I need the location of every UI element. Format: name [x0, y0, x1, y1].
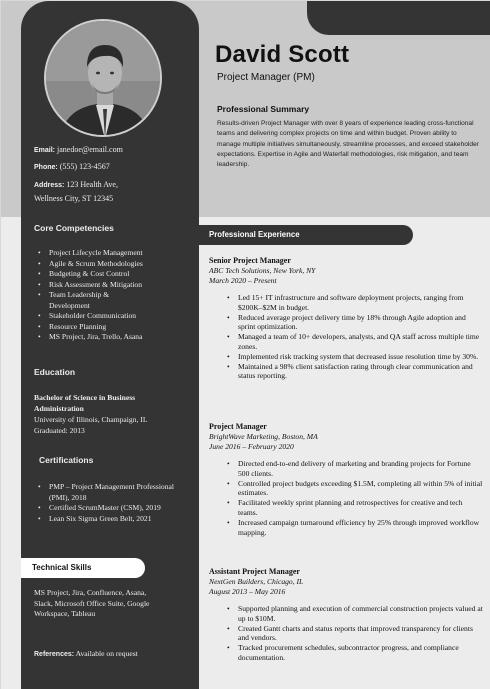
competencies-list: [38, 248, 188, 343]
job-bullet: • Maintained a 98% client satisfaction rating through clear communication and status reporting.: [209, 362, 483, 382]
job-title: Senior Project Manager: [209, 256, 291, 265]
competencies-heading: Core Competencies: [34, 223, 114, 233]
references-text: Available on request: [75, 649, 138, 658]
contact-email: [34, 143, 194, 157]
email-label: Email:: [34, 147, 56, 154]
technical-skills-text: MS Project, Jira, Confluence, Asana, Slack, Microsoft Office Suite, Google Workspace, Tableau: [34, 588, 150, 618]
job-title: Project Manager: [209, 422, 267, 431]
job-entry: [209, 255, 483, 381]
email-value: janedoe@email.com: [57, 145, 123, 154]
job-bullets: [209, 604, 483, 663]
job-dates: June 2016 – February 2020: [209, 442, 294, 451]
references-label: References:: [34, 651, 75, 658]
summary-heading: Professional Summary: [217, 104, 310, 114]
job-company: ABC Tech Solutions, New York, NY: [209, 266, 316, 275]
job-entry: [209, 566, 483, 663]
address-label: Address:: [34, 182, 65, 189]
certification-item: • PMP – Project Management Professional (PMI), 2018: [38, 482, 178, 503]
job-dates: August 2013 – May 2016: [209, 587, 286, 596]
references: [34, 649, 138, 658]
certification-item: • Lean Six Sigma Green Belt, 2021: [38, 514, 178, 525]
profile-photo: [44, 19, 162, 137]
experience-heading: Professional Experience: [209, 230, 300, 239]
job-bullet: • Controlled project budgets exceeding $1.5M, completing all within 5% of initial estimates.: [209, 479, 483, 499]
experience-pill: [199, 225, 413, 245]
job-bullet: • Reduced average project delivery time by 18% through Agile adoption and sprint optimization.: [209, 313, 483, 333]
competency-item: • Team Leadership & Development: [38, 290, 188, 311]
certifications-list: [38, 482, 178, 524]
job-bullet: • Supported planning and execution of commercial construction projects valued at up to $10M.: [209, 604, 483, 624]
competency-item: • Resource Planning: [38, 322, 188, 333]
competency-item: • Budgeting & Cost Control: [38, 269, 188, 280]
candidate-role: Project Manager (PM): [217, 72, 315, 83]
job-bullets: [209, 459, 483, 537]
address-line-2: Wellness City, ST 12345: [34, 194, 114, 203]
competency-item: • MS Project, Jira, Trello, Asana: [38, 332, 188, 343]
job-bullet: • Implemented risk tracking system that decreased issue resolution time by 30%.: [209, 352, 483, 362]
competency-item: • Project Lifecycle Management: [38, 248, 188, 259]
job-title: Assistant Project Manager: [209, 567, 300, 576]
job-bullet: • Increased campaign turnaround efficiency by 25% through improved workflow mapping.: [209, 518, 483, 538]
candidate-name: David Scott: [215, 41, 350, 68]
contact-address: [34, 178, 194, 205]
technical-skills-pill: [21, 558, 145, 578]
competency-item: • Risk Assessment & Mitigation: [38, 280, 188, 291]
job-entry: [209, 421, 483, 537]
certifications-heading: Certifications: [39, 455, 94, 465]
address-line-1: 123 Health Ave,: [66, 180, 118, 189]
education-school: University of Illinois, Champaign, IL: [34, 415, 148, 424]
contact-phone: [34, 160, 194, 174]
portrait-image: [46, 21, 162, 137]
summary-text: Results-driven Project Manager with over 8 years of experience leading cross-functional teams and delivering complex projects on time and within budget. Proven ability to manage multiple initiatives simultaneously, streamline processes, and exceed stakeholder expectations. Expertise in Agile and Waterfall methodologies, risk mitigation, and team leadership.: [217, 120, 479, 169]
phone-label: Phone:: [34, 164, 58, 171]
job-dates: March 2020 – Present: [209, 276, 277, 285]
competency-item: • Agile & Scrum Methodologies: [38, 259, 188, 270]
job-company: BrightWave Marketing, Boston, MA: [209, 432, 318, 441]
job-company: NextGen Builders, Chicago, IL: [209, 577, 304, 586]
job-bullet: • Directed end-to-end delivery of marketing and branding projects for Fortune 500 clients.: [209, 459, 483, 479]
corner-tab: [307, 1, 490, 35]
certification-item: • Certified ScrumMaster (CSM), 2019: [38, 503, 178, 514]
job-bullet: • Created Gantt charts and status reports that improved transparency for clients and vendors.: [209, 624, 483, 644]
education-degree: Bachelor of Science in Business Administration: [34, 393, 136, 413]
education-graduated: Graduated: 2013: [34, 426, 85, 435]
job-bullet: • Led 15+ IT infrastructure and software deployment projects, ranging from $200K–$2M in budget.: [209, 293, 483, 313]
competency-item: • Stakeholder Communication: [38, 311, 188, 322]
job-bullets: [209, 293, 483, 381]
job-bullet: • Tracked procurement schedules, subcontractor progress, and compliance documentation.: [209, 643, 483, 663]
phone-value: (555) 123-4567: [59, 162, 110, 171]
job-bullet: • Managed a team of 10+ developers, analysts, and QA staff across multiple time zones.: [209, 332, 483, 352]
technical-skills-heading: Technical Skills: [32, 563, 92, 572]
education-heading: Education: [34, 367, 76, 377]
job-bullet: • Facilitated weekly sprint planning and retrospectives for creative and tech teams.: [209, 498, 483, 518]
